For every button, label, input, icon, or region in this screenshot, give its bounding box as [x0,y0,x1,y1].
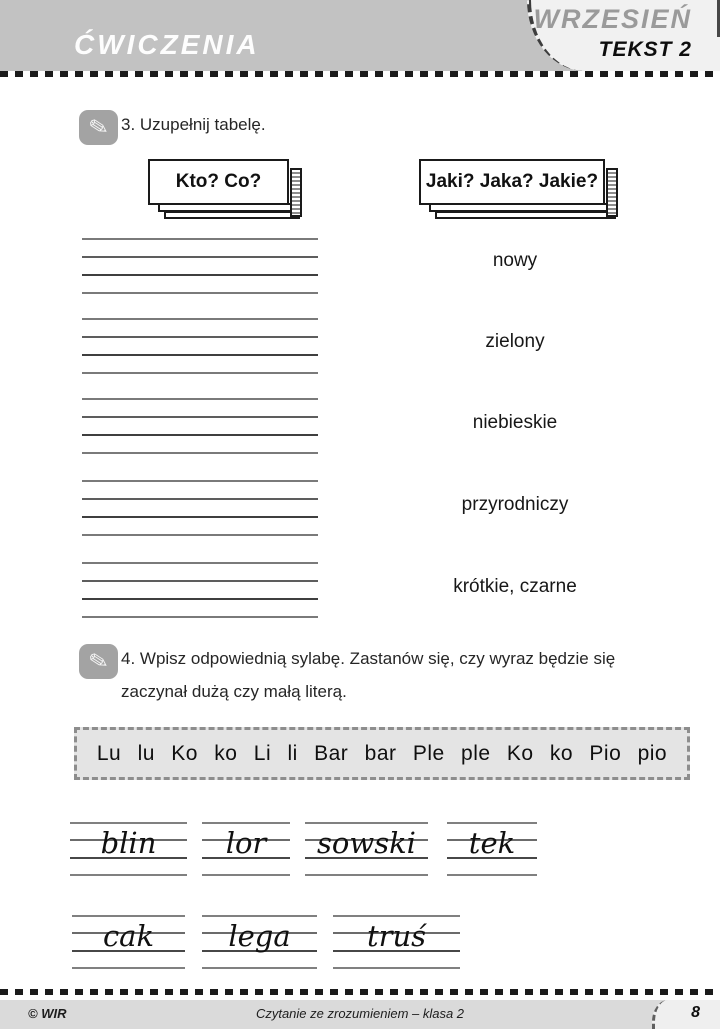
page-footer [0,1000,720,1029]
answer-cell [70,822,187,878]
word-ending: blin [100,826,157,860]
series-title: Czytanie ze zrozumieniem – klasa 2 [255,1006,465,1021]
banner-sheet [435,211,616,219]
word-ending: sowski [317,826,416,860]
pencil-icon: ✎ [79,110,118,145]
page-number: 8 [691,1004,700,1021]
banner-spine [606,168,618,217]
adjective-word-3: niebieskie [472,412,558,433]
writing-lines-row-1 [82,238,318,294]
adjective-word-1: nowy [492,250,538,271]
dotted-divider-bottom [0,989,720,995]
answer-cell [202,915,317,971]
header-corner-panel [527,0,720,71]
exercise4-instruction-line2: zaczynał dużą czy małą literą. [121,682,347,701]
section-title: ĆWICZENIA [74,29,260,60]
month-label: WRZESIEŃ [533,4,692,34]
writing-lines-row-2 [82,318,318,374]
column-header-kto-co [148,159,289,225]
answer-cell [202,822,290,878]
column-header-jaki-jaka-jakie [419,159,605,225]
word-ending: truś [366,919,427,953]
writing-lines-row-5 [82,562,318,618]
page-header [0,0,720,71]
word-ending: cak [102,919,155,953]
answer-cell [305,822,428,878]
adjective-word-4: przyrodniczy [461,494,569,515]
adjective-word-5: krótkie, czarne [453,576,577,597]
answer-cell [333,915,460,971]
syllable-bank: Lu lu Ko ko Li li Bar bar Ple ple Ko ko Pio pio [74,727,690,780]
pencil-icon: ✎ [79,644,118,679]
copyright-label: © WIR [28,1006,67,1021]
answer-cell [447,822,537,878]
word-ending: lor [225,826,267,860]
text-number-label: TEKST 2 [598,38,692,61]
word-ending: tek [468,826,516,860]
word-ending: lega [228,919,291,953]
column-header-label: Kto? Co? [148,159,289,205]
banner-sheet [164,211,300,219]
writing-lines-row-4 [82,480,318,536]
exercise3-instruction: 3. Uzupełnij tabelę. [121,115,266,134]
column-header-label: Jaki? Jaka? Jakie? [419,159,605,205]
banner-spine [290,168,302,217]
answer-cell [72,915,185,971]
exercise4-instruction-line1: 4. Wpisz odpowiednią sylabę. Zastanów się, czy wyraz będzie się [121,649,616,668]
adjective-word-2: zielony [485,331,545,352]
dotted-divider-top [0,71,720,77]
writing-lines-row-3 [82,398,318,454]
page-number-panel [652,1000,720,1029]
